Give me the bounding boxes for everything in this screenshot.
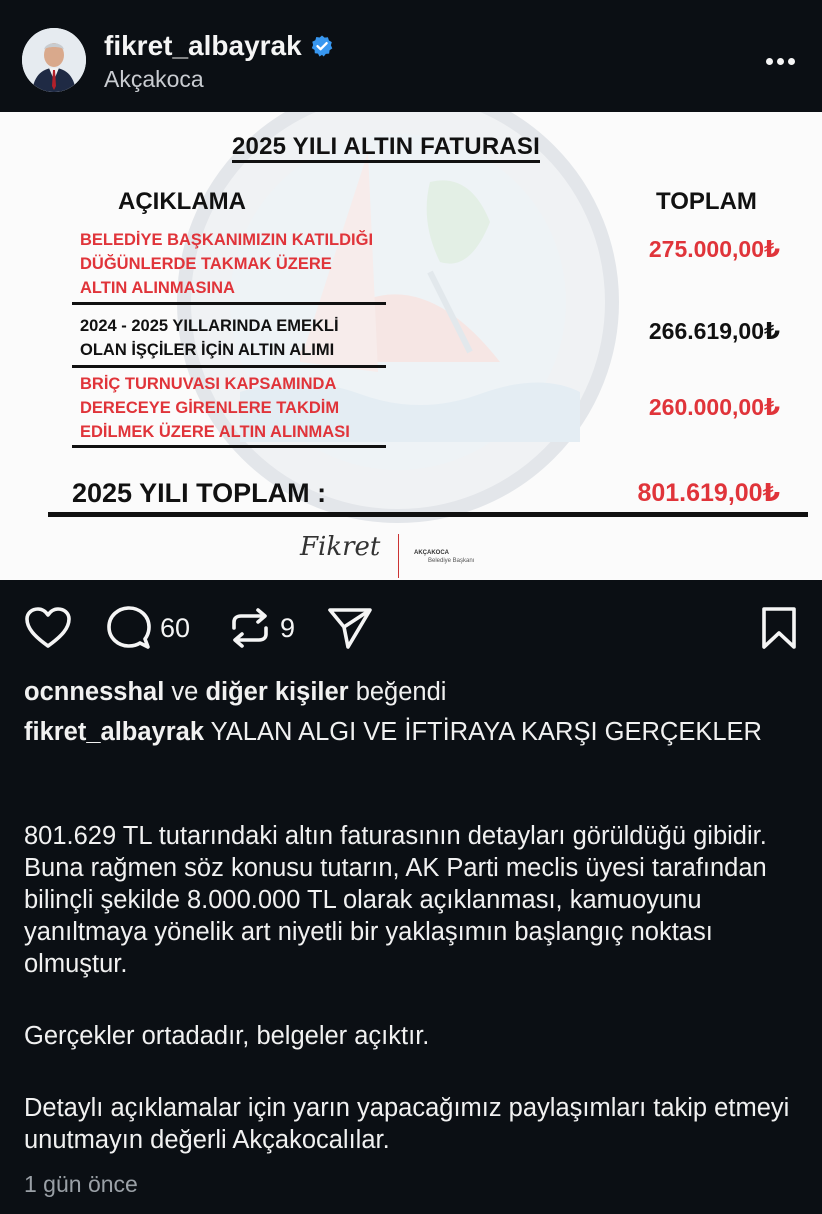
- caption-paragraph: Gerçekler ortadadır, belgeler açıktır.: [24, 1022, 430, 1050]
- comment-button[interactable]: [106, 600, 190, 656]
- likes-summary[interactable]: [24, 676, 804, 708]
- row-divider: [72, 445, 386, 448]
- invoice-row-description: BELEDİYE BAŞKANIMIZIN KATILDIĞI DÜĞÜNLERDE TAKMAK ÜZERE ALTIN ALINMASINA: [80, 231, 374, 297]
- like-button[interactable]: [24, 600, 72, 656]
- username-text[interactable]: fikret_albayrak: [104, 30, 302, 61]
- signature-block: [300, 532, 500, 580]
- heart-icon: [24, 606, 72, 650]
- more-options-icon[interactable]: [766, 52, 802, 66]
- signature-org: AKÇAKOCA: [414, 550, 449, 556]
- save-button[interactable]: [760, 600, 798, 656]
- invoice-row-amount: 266.619,00₺: [648, 318, 780, 344]
- repost-count: 9: [280, 612, 296, 643]
- post-location[interactable]: Akçakoca: [104, 66, 204, 92]
- signature: Fikret: [300, 532, 381, 562]
- invoice-row-amount: 275.000,00₺: [648, 236, 780, 262]
- invoice-total-label: 2025 YILI TOPLAM :: [72, 478, 327, 508]
- caption-headline-text: YALAN ALGI VE İFTİRAYA KARŞI GERÇEKLER: [210, 718, 762, 746]
- caption-paragraph: Detaylı açıklamalar için yarın yapacağımız paylaşımları takip etmeyi unutmayın değerli Akçakocalılar.: [24, 1094, 790, 1154]
- invoice-title: 2025 YILI ALTIN FATURASI: [232, 134, 540, 163]
- repost-icon: [228, 606, 272, 650]
- likes-others-link[interactable]: diğer kişiler: [205, 678, 349, 706]
- comment-icon: [106, 605, 152, 651]
- avatar[interactable]: [22, 28, 86, 92]
- signature-role: Belediye Başkanı: [428, 558, 475, 564]
- bookmark-icon: [760, 606, 798, 650]
- total-divider: [48, 512, 808, 517]
- invoice-total-amount: 801.619,00₺: [637, 479, 780, 507]
- column-header-description: AÇIKLAMA: [118, 188, 246, 215]
- likes-suffix: beğendi: [355, 678, 447, 706]
- post-actions: [0, 600, 822, 656]
- send-icon: [326, 605, 374, 651]
- row-divider: [72, 365, 386, 368]
- post-image[interactable]: [0, 112, 822, 580]
- share-button[interactable]: [326, 600, 374, 656]
- post-header: [0, 0, 822, 112]
- likes-connector: ve: [171, 678, 199, 706]
- post-username[interactable]: [104, 30, 334, 62]
- comment-count: 60: [160, 612, 191, 643]
- column-header-total: TOPLAM: [656, 188, 757, 215]
- caption-username[interactable]: fikret_albayrak: [24, 718, 205, 746]
- invoice-row-description: 2024 - 2025 YILLARINDA EMEKLİ OLAN İŞÇİLER İÇİN ALTIN ALIMI: [80, 317, 339, 359]
- signature-divider: [398, 534, 399, 578]
- repost-button[interactable]: [228, 600, 295, 656]
- row-divider: [72, 302, 386, 305]
- invoice-row-description: BRİÇ TURNUVASI KAPSAMINDA DERECEYE GİRENLERE TAKDİM EDİLMEK ÜZERE ALTIN ALINMASI: [80, 375, 350, 441]
- liker-username[interactable]: ocnnesshal: [24, 678, 165, 706]
- caption-headline: [24, 716, 804, 748]
- verified-badge-icon: [310, 34, 334, 58]
- invoice-row-amount: 260.000,00₺: [648, 394, 780, 420]
- post-timestamp: 1 gün önce: [24, 1171, 138, 1197]
- caption-paragraph: 801.629 TL tutarındaki altın faturasının detayları görüldüğü gibidir. Buna rağmen söz konusu tutarın, AK Parti meclis üyesi tarafından bilinçli şekilde 8.000.000 TL olarak açıklanması, kamuoyunu yanıltmaya yönelik art niyetli bir yaklaşımın başlangıç noktası olmuştur.: [24, 822, 767, 978]
